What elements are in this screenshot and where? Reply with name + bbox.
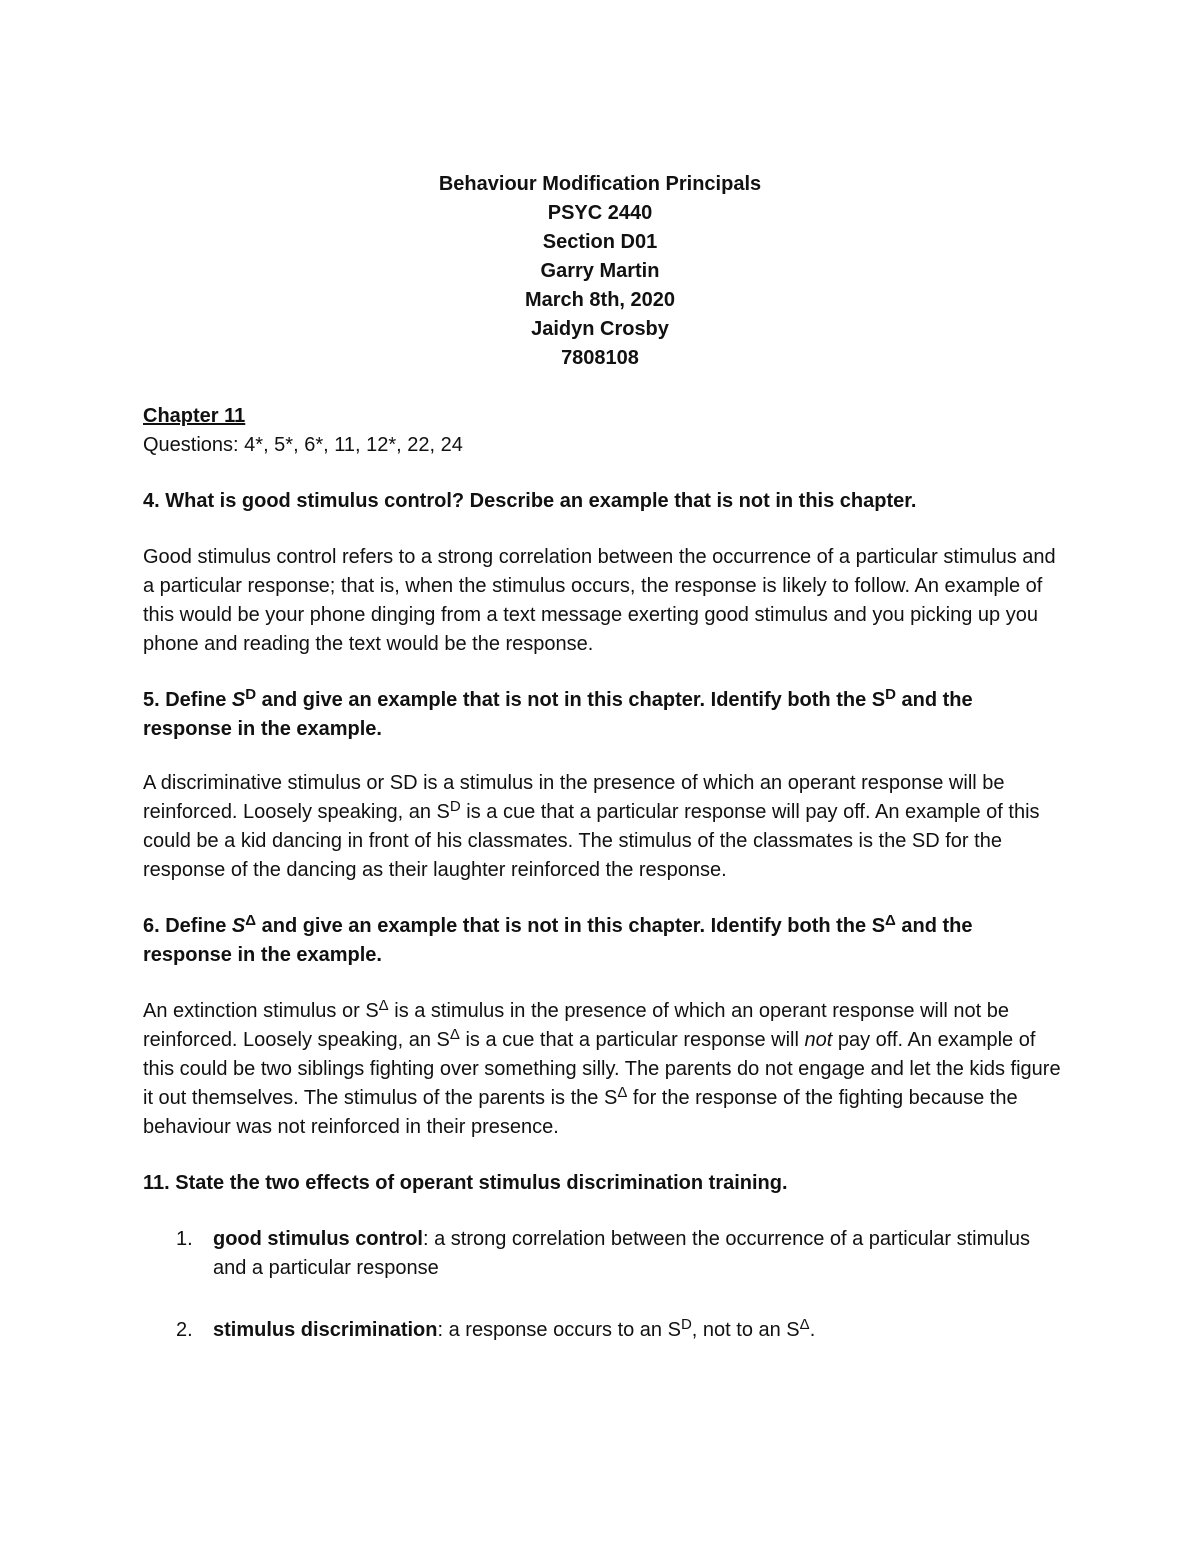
q6-symbol-s: S	[231, 915, 246, 937]
chapter-heading: Chapter 11	[143, 405, 246, 427]
list-text-1: : a response occurs to an S	[437, 1319, 681, 1341]
list-text: : a strong correlation between the occurrence of a particular stimulus and a particular response	[213, 1228, 1030, 1279]
q6-text-1: 6. Define	[143, 915, 232, 937]
q5-text-3: and the response in the example.	[143, 689, 973, 740]
instructor-name: Garry Martin	[540, 260, 660, 282]
q5-symbol-s: S	[231, 689, 246, 711]
list-number: 1.	[176, 1228, 193, 1250]
list-term: stimulus discrimination	[213, 1319, 438, 1341]
list-number: 2.	[176, 1319, 193, 1341]
a5-superscript-d: D	[449, 798, 461, 815]
list-item	[143, 1225, 1063, 1283]
a6-text-1: An extinction stimulus or S	[143, 1000, 379, 1022]
student-number: 7808108	[561, 347, 639, 369]
list-superscript-d: D	[680, 1316, 692, 1333]
question-4: 4. What is good stimulus control? Describe an example that is not in this chapter.	[143, 490, 917, 512]
answer-5	[143, 769, 1063, 885]
a6-superscript-delta-2: Δ	[449, 1026, 460, 1043]
a6-emphasis-not: not	[804, 1029, 833, 1051]
list-superscript-delta: Δ	[799, 1316, 810, 1333]
answer-6	[143, 997, 1063, 1142]
question-5	[143, 686, 1063, 744]
submission-date: March 8th, 2020	[524, 289, 676, 311]
a6-text-3: is a cue that a particular response will	[459, 1029, 805, 1051]
a5-text-3: is a cue that a particular response will pay off. An example of this could be a kid dancing in front of his classmates. The stimulus of the classmates is the SD for the response of the dancing as their laughter reinforced the response.	[143, 801, 1040, 881]
a5-text-2: is a stimulus in the presence of which an operant response will be reinforced. Loosely speaking, an S	[143, 772, 1005, 823]
student-name: Jaidyn Crosby	[531, 318, 669, 340]
document-content	[143, 170, 1063, 1345]
a6-text-4: pay off. An example of this could be two siblings fighting over something silly. The parents do not engage and let the kids figure it out themselves. The stimulus of the parents is the S	[143, 1029, 1061, 1109]
question-11: 11. State the two effects of operant stimulus discrimination training.	[143, 1172, 788, 1194]
title-block	[0, 170, 1200, 373]
questions-list-line: Questions: 4*, 5*, 6*, 11, 12*, 22, 24	[143, 434, 463, 456]
a6-superscript-delta-3: Δ	[617, 1084, 628, 1101]
section-label: Section D01	[542, 231, 658, 253]
list-term: good stimulus control	[213, 1228, 423, 1250]
list-text-2: , not to an S	[691, 1319, 800, 1341]
answer-4: Good stimulus control refers to a strong correlation between the occurrence of a particular stimulus and a particular response; that is, when the stimulus occurs, the response is likely to follow. An example of this would be your phone dinging from a text message exerting good stimulus and you picking up you phone and reading the text would be the response.	[143, 546, 1056, 655]
q6-superscript-delta-2: Δ	[885, 912, 896, 929]
q5-text-1: 5. Define	[143, 689, 232, 711]
list-item	[143, 1316, 1063, 1345]
q5-superscript-d-2: D	[885, 686, 896, 703]
a5-text-1: A discriminative stimulus or SD	[143, 772, 424, 794]
q6-superscript-delta: Δ	[245, 912, 257, 929]
list-text-3: .	[809, 1319, 816, 1341]
q6-text-2: and give an example that is not in this chapter. Identify both the S	[256, 915, 886, 937]
q6-text-3: and the response in the example.	[143, 915, 973, 966]
effects-list	[143, 1225, 1063, 1345]
course-code: PSYC 2440	[547, 202, 653, 224]
question-6	[143, 912, 1063, 970]
q5-superscript-d: D	[245, 686, 257, 703]
a6-text-2: is a stimulus in the presence of which an operant response will not be reinforced. Loosely speaking, an S	[143, 1000, 1010, 1051]
a6-superscript-delta-1: Δ	[378, 997, 389, 1014]
course-title: Behaviour Modification Principals	[438, 173, 762, 195]
q5-text-2: and give an example that is not in this chapter. Identify both the S	[256, 689, 886, 711]
a6-text-5: for the response of the fighting because the behaviour was not reinforced in their presence.	[143, 1087, 1018, 1138]
